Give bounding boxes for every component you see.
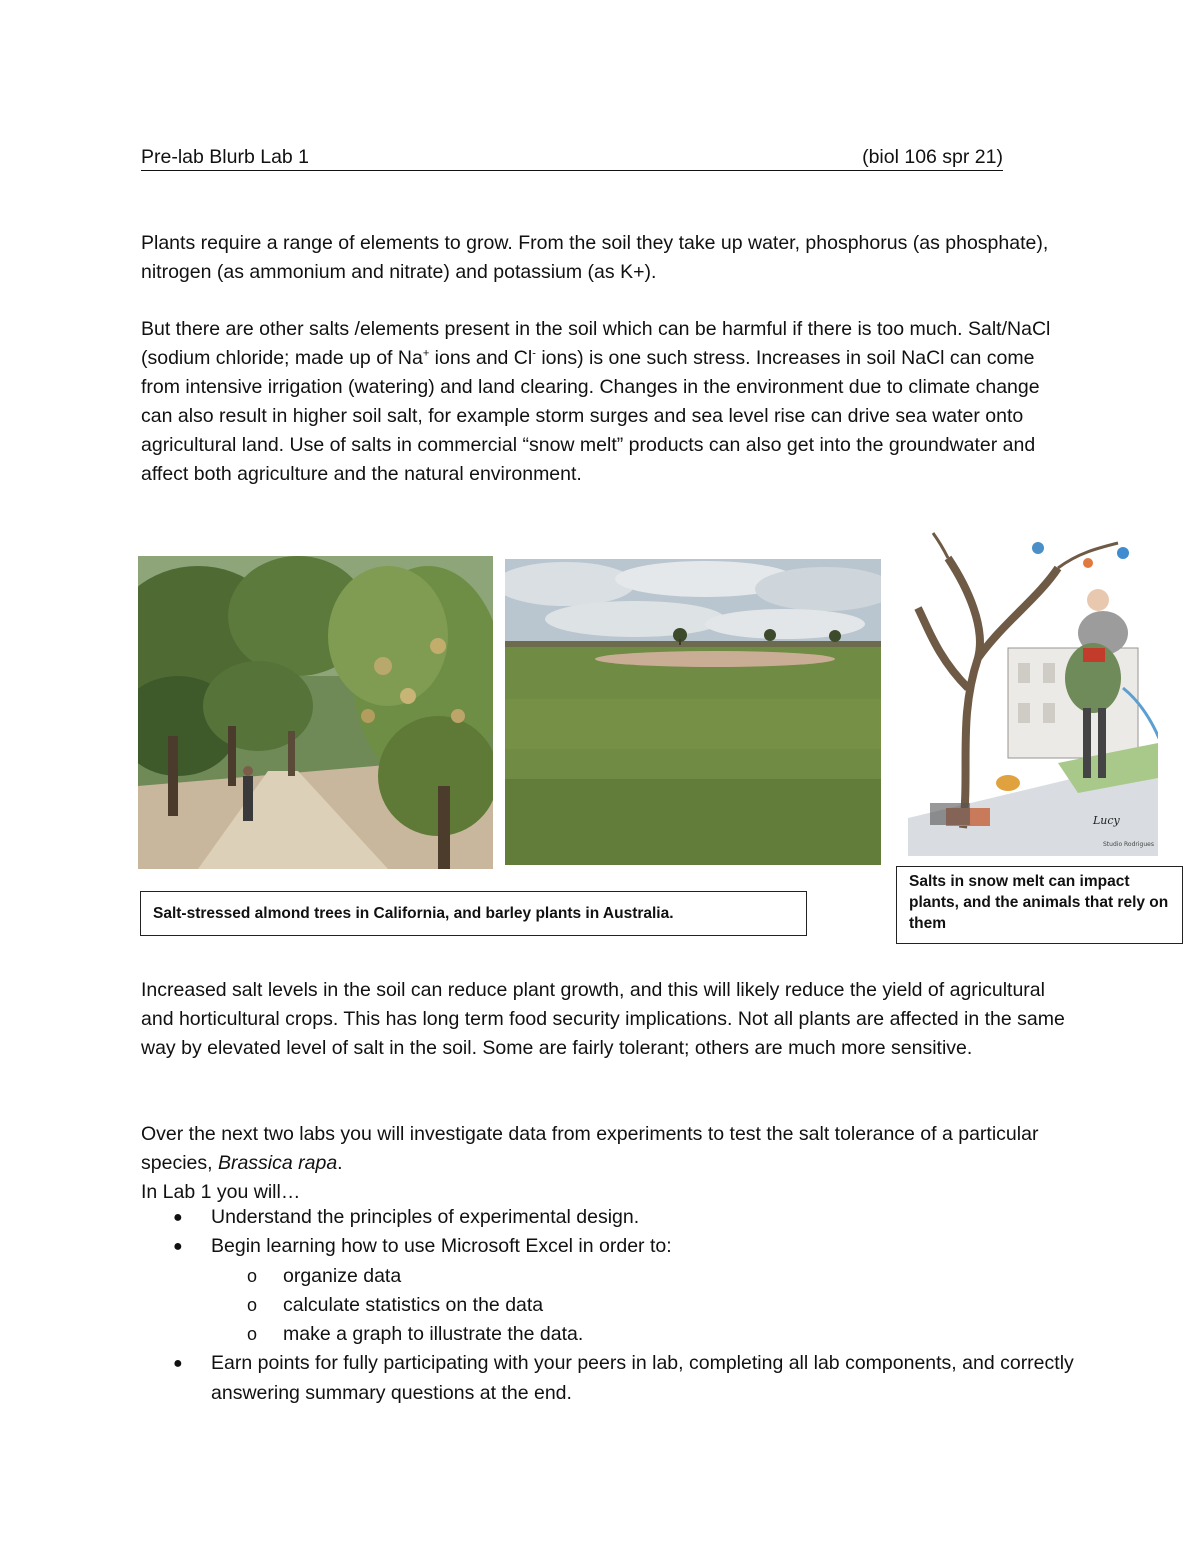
bullet-icon: ● xyxy=(173,1355,183,1373)
sub-list-item: o calculate statistics on the data xyxy=(211,1291,1101,1320)
body-paragraph-2: Over the next two labs you will investigate data from experiments to test the salt tolerance of a particular species, Brassica rapa. xyxy=(141,1123,1039,1174)
intro-paragraph-2: But there are other salts /elements present in the soil which can be harmful if there is too much. Salt/NaCl (sodium chloride; made up of Na+ ions and Cl- ions) is one such stress. Increases in soil NaCl can come from intensive irrigation (watering) and land clearing. Changes in the environment due to climate change can also result in higher soil salt, for example storm surges and sea level rise can drive sea water onto agricultural land. Use of salts in commercial “snow melt” products can also get into the groundwater and affect both agriculture and the natural environment. xyxy=(141,318,1051,485)
snow-melt-cartoon xyxy=(908,528,1158,856)
sub-list-item: o make a graph to illustrate the data. xyxy=(211,1320,1101,1349)
circle-bullet-icon: o xyxy=(247,1324,258,1345)
page-header xyxy=(141,144,1003,171)
bullet-icon: ● xyxy=(173,1209,183,1226)
cartoon-signature: Lucy xyxy=(1093,814,1120,827)
species-name: Brassica rapa xyxy=(217,1152,338,1174)
header-course: (biol 106 spr 21) xyxy=(862,146,1003,168)
list-item: ● Understand the principles of experimental design. xyxy=(141,1203,1101,1232)
almond-trees-photo xyxy=(138,556,493,869)
cartoon-caption: Salts in snow melt can impact plants, and the animals that rely on them xyxy=(896,866,1183,944)
intro-paragraph-1: Plants require a range of elements to grow. From the soil they take up water, phosphorus (as phosphate), nitrogen (as ammonium and nitrate) and potassium (as K+). xyxy=(141,232,1049,283)
sub-list-item: o organize data xyxy=(211,1262,1101,1291)
list-item: ● Earn points for fully participating with your peers in lab, completing all lab components, and correctly answering summary questions at the end. xyxy=(141,1349,1091,1408)
bullet-icon: ● xyxy=(173,1238,183,1256)
photo-caption: Salt-stressed almond trees in California, and barley plants in Australia. xyxy=(140,891,807,936)
header-title: Pre-lab Blurb Lab 1 xyxy=(141,146,310,168)
body-paragraph-1: Increased salt levels in the soil can reduce plant growth, and this will likely reduce the yield of agricultural and horticultural crops. This has long term food security implications. Not all plants are affected in the same way by elevated level of salt in the soil. Some are fairly tolerant; others are much more sensitive. xyxy=(141,979,1065,1059)
objectives-list xyxy=(141,1203,1101,1408)
cartoon-credit: Studio Rodrigues xyxy=(1103,841,1154,848)
excel-sub-list xyxy=(211,1262,1101,1350)
lab-intro: In Lab 1 you will… xyxy=(141,1181,301,1203)
list-item: ● Begin learning how to use Microsoft Excel in order to: o organize data o calculate statistics on the data o make a graph to illustrate the data. xyxy=(141,1232,1101,1349)
circle-bullet-icon: o xyxy=(247,1265,258,1286)
circle-bullet-icon: o xyxy=(247,1294,258,1315)
barley-field-photo xyxy=(505,559,881,865)
